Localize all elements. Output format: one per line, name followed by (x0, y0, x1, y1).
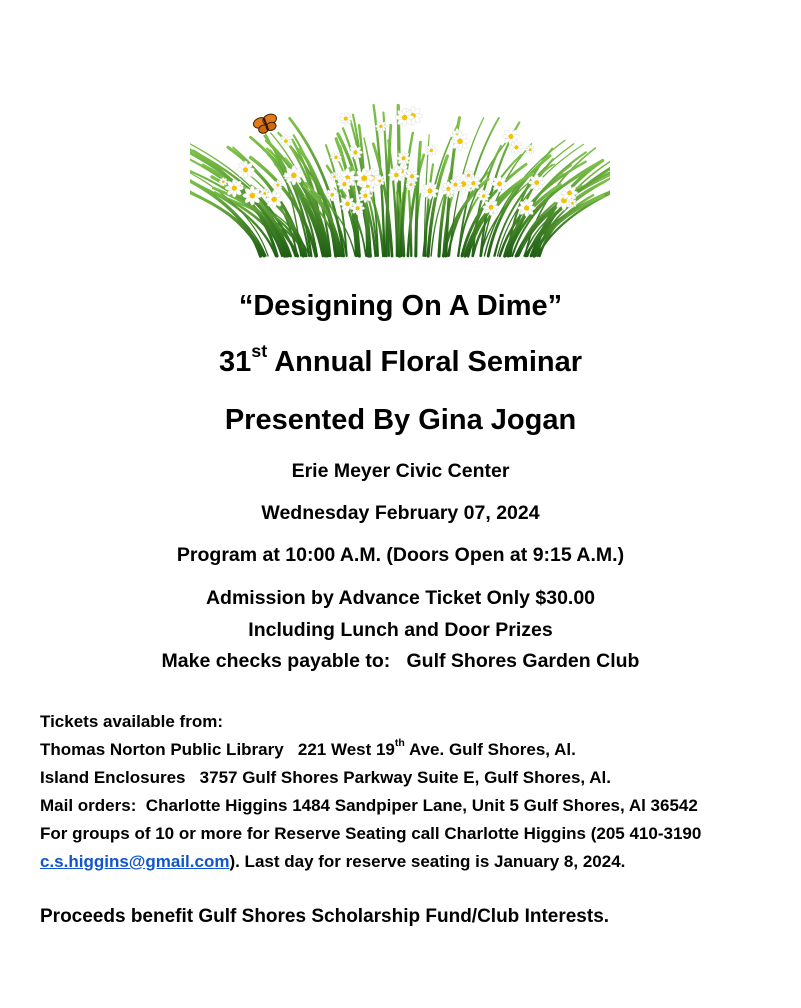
daisy (375, 121, 387, 133)
subtitle-text: Annual Floral Seminar (267, 346, 583, 378)
daisy (441, 182, 456, 197)
daisy (421, 182, 439, 200)
reserve-deadline: ). Last day for reserve seating is January 8, 2024. (229, 852, 626, 871)
program-time: Program at 10:00 A.M. (Doors Open at 9:15 A.M.) (176, 544, 625, 566)
ticket-location-library (40, 737, 576, 760)
daisy (525, 145, 535, 155)
tickets-heading: Tickets available from: (40, 712, 223, 731)
daisy (561, 185, 578, 202)
grass-daisies-butterfly-icon (190, 84, 610, 264)
daisy (243, 186, 262, 205)
daisy (326, 188, 339, 201)
daisy (388, 167, 404, 183)
daisy (426, 145, 438, 157)
daisy (273, 180, 283, 190)
admission: Admission by Advance Ticket Only $30.00 (205, 587, 596, 609)
daisy (483, 199, 500, 216)
daisy (395, 108, 414, 127)
library-address: Thomas Norton Public Library 221 West 19 (40, 740, 395, 759)
proceeds-note: Proceeds benefit Gulf Shores Scholarship Fund/Club Interests. (40, 906, 610, 927)
edition-number: 31 (218, 346, 252, 378)
reservation-contact (40, 852, 625, 872)
ordinal-suffix: th (394, 737, 405, 750)
library-address-end: Ave. Gulf Shores, Al. (404, 740, 576, 759)
daisy (518, 199, 536, 217)
venue: Erie Meyer Civic Center (291, 460, 510, 482)
ticket-location-island: Island Enclosures 3757 Gulf Shores Parkway Suite E, Gulf Shores, Al. (40, 768, 611, 787)
daisy (406, 180, 416, 190)
daisy (351, 201, 365, 215)
daisy (509, 140, 523, 154)
daisy (265, 190, 283, 208)
daisy (354, 168, 374, 188)
event-subtitle (0, 340, 801, 379)
daisy (284, 165, 304, 185)
edition-suffix: st (251, 340, 268, 361)
daisy (337, 177, 352, 192)
daisy (330, 152, 341, 163)
daisy (280, 135, 293, 148)
mail-orders: Mail orders: Charlotte Higgins 1484 Sandpiper Lane, Unit 5 Gulf Shores, Al 36542 (40, 796, 698, 815)
daisy (478, 190, 490, 202)
daisy (219, 177, 228, 186)
daisy (528, 174, 545, 191)
daisy (348, 145, 362, 159)
daisy (568, 199, 577, 208)
daisy (225, 179, 243, 197)
includes: Including Lunch and Door Prizes (248, 619, 553, 641)
daisy (330, 172, 339, 181)
daisy (466, 176, 481, 191)
event-title: “Designing On A Dime” (238, 290, 563, 322)
daisy (450, 132, 469, 151)
presenter: Presented By Gina Jogan (224, 404, 577, 436)
daisy (236, 161, 254, 179)
email-link[interactable]: c.s.higgins@gmail.com (40, 852, 230, 871)
daisy (491, 176, 507, 192)
daisy (339, 112, 353, 126)
group-reservations: For groups of 10 or more for Reserve Seating call Charlotte Higgins (205 410-3190 (40, 824, 702, 843)
event-date: Wednesday February 07, 2024 (261, 502, 540, 524)
daisy (397, 151, 411, 165)
checks-payable: Make checks payable to: Gulf Shores Garden Club (161, 650, 640, 672)
